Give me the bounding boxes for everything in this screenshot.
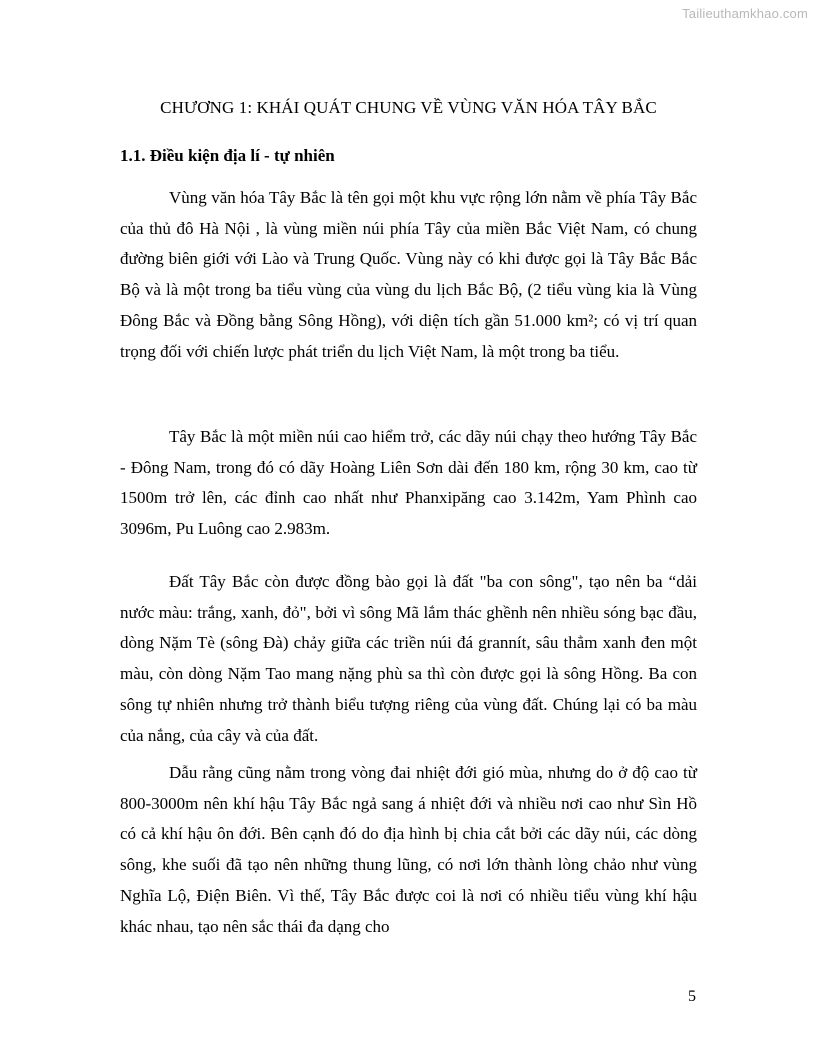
watermark-text: Tailieuthamkhao.com (682, 6, 808, 21)
section-heading: 1.1. Điều kiện địa lí - tự nhiên (120, 146, 335, 165)
paragraph: Vùng văn hóa Tây Bắc là tên gọi một khu vực rộng lớn nằm về phía Tây Bắc của thủ đô Hà Nội , là vùng miền núi phía Tây của miền Bắc Việt Nam, có chung đường biên giới với Lào và Trung Quốc. Vùng này có khi được gọi là Tây Bắc Bắc Bộ và là một trong ba tiểu vùng của vùng du lịch Bắc Bộ, (2 tiểu vùng kia là Vùng Đông Bắc và Đồng bằng Sông Hồng), với diện tích gần 51.000 km²; có vị trí quan trọng đối với chiến lược phát triển du lịch Việt Nam, là một trong ba tiểu. (120, 188, 697, 361)
chapter-title: CHƯƠNG 1: KHÁI QUÁT CHUNG VỀ VÙNG VĂN HÓA TÂY BẮC (160, 98, 657, 117)
paragraph: Đất Tây Bắc còn được đồng bào gọi là đất "ba con sông", tạo nên ba “dải nước màu: trắng, xanh, đỏ", bởi vì sông Mã lắm thác ghềnh nên nhiều sóng bạc đầu, dòng Nặm Tè (sông Đà) chảy giữa các triền núi đá grannít, sâu thẳm xanh đen một màu, còn dòng Nặm Tao mang nặng phù sa thì còn được gọi là sông Hồng. Ba con sông tự nhiên nhưng trở thành biểu tượng riêng của vùng đất. Chúng lại có ba màu của nắng, của cây và của đất. (120, 572, 697, 745)
paragraph: Tây Bắc là một miền núi cao hiểm trở, các dãy núi chạy theo hướng Tây Bắc - Đông Nam, trong đó có dãy Hoàng Liên Sơn dài đến 180 km, rộng 30 km, cao từ 1500m trở lên, các đỉnh cao nhất như Phanxipăng cao 3.142m, Yam Phình cao 3096m, Pu Luông cao 2.983m. (120, 427, 697, 539)
paragraph: Dẫu rằng cũng nằm trong vòng đai nhiệt đới gió mùa, nhưng do ở độ cao từ 800-3000m nên khí hậu Tây Bắc ngả sang á nhiệt đới và nhiều nơi cao như Sìn Hồ có cả khí hậu ôn đới. Bên cạnh đó do địa hình bị chia cắt bởi các dãy núi, các dòng sông, khe suối đã tạo nên những thung lũng, có nơi lớn thành lòng chảo như vùng Nghĩa Lộ, Điện Biên. Vì thế, Tây Bắc được coi là nơi có nhiều tiểu vùng khí hậu khác nhau, tạo nên sắc thái đa dạng cho (120, 763, 697, 936)
page-number: 5 (688, 988, 696, 1005)
